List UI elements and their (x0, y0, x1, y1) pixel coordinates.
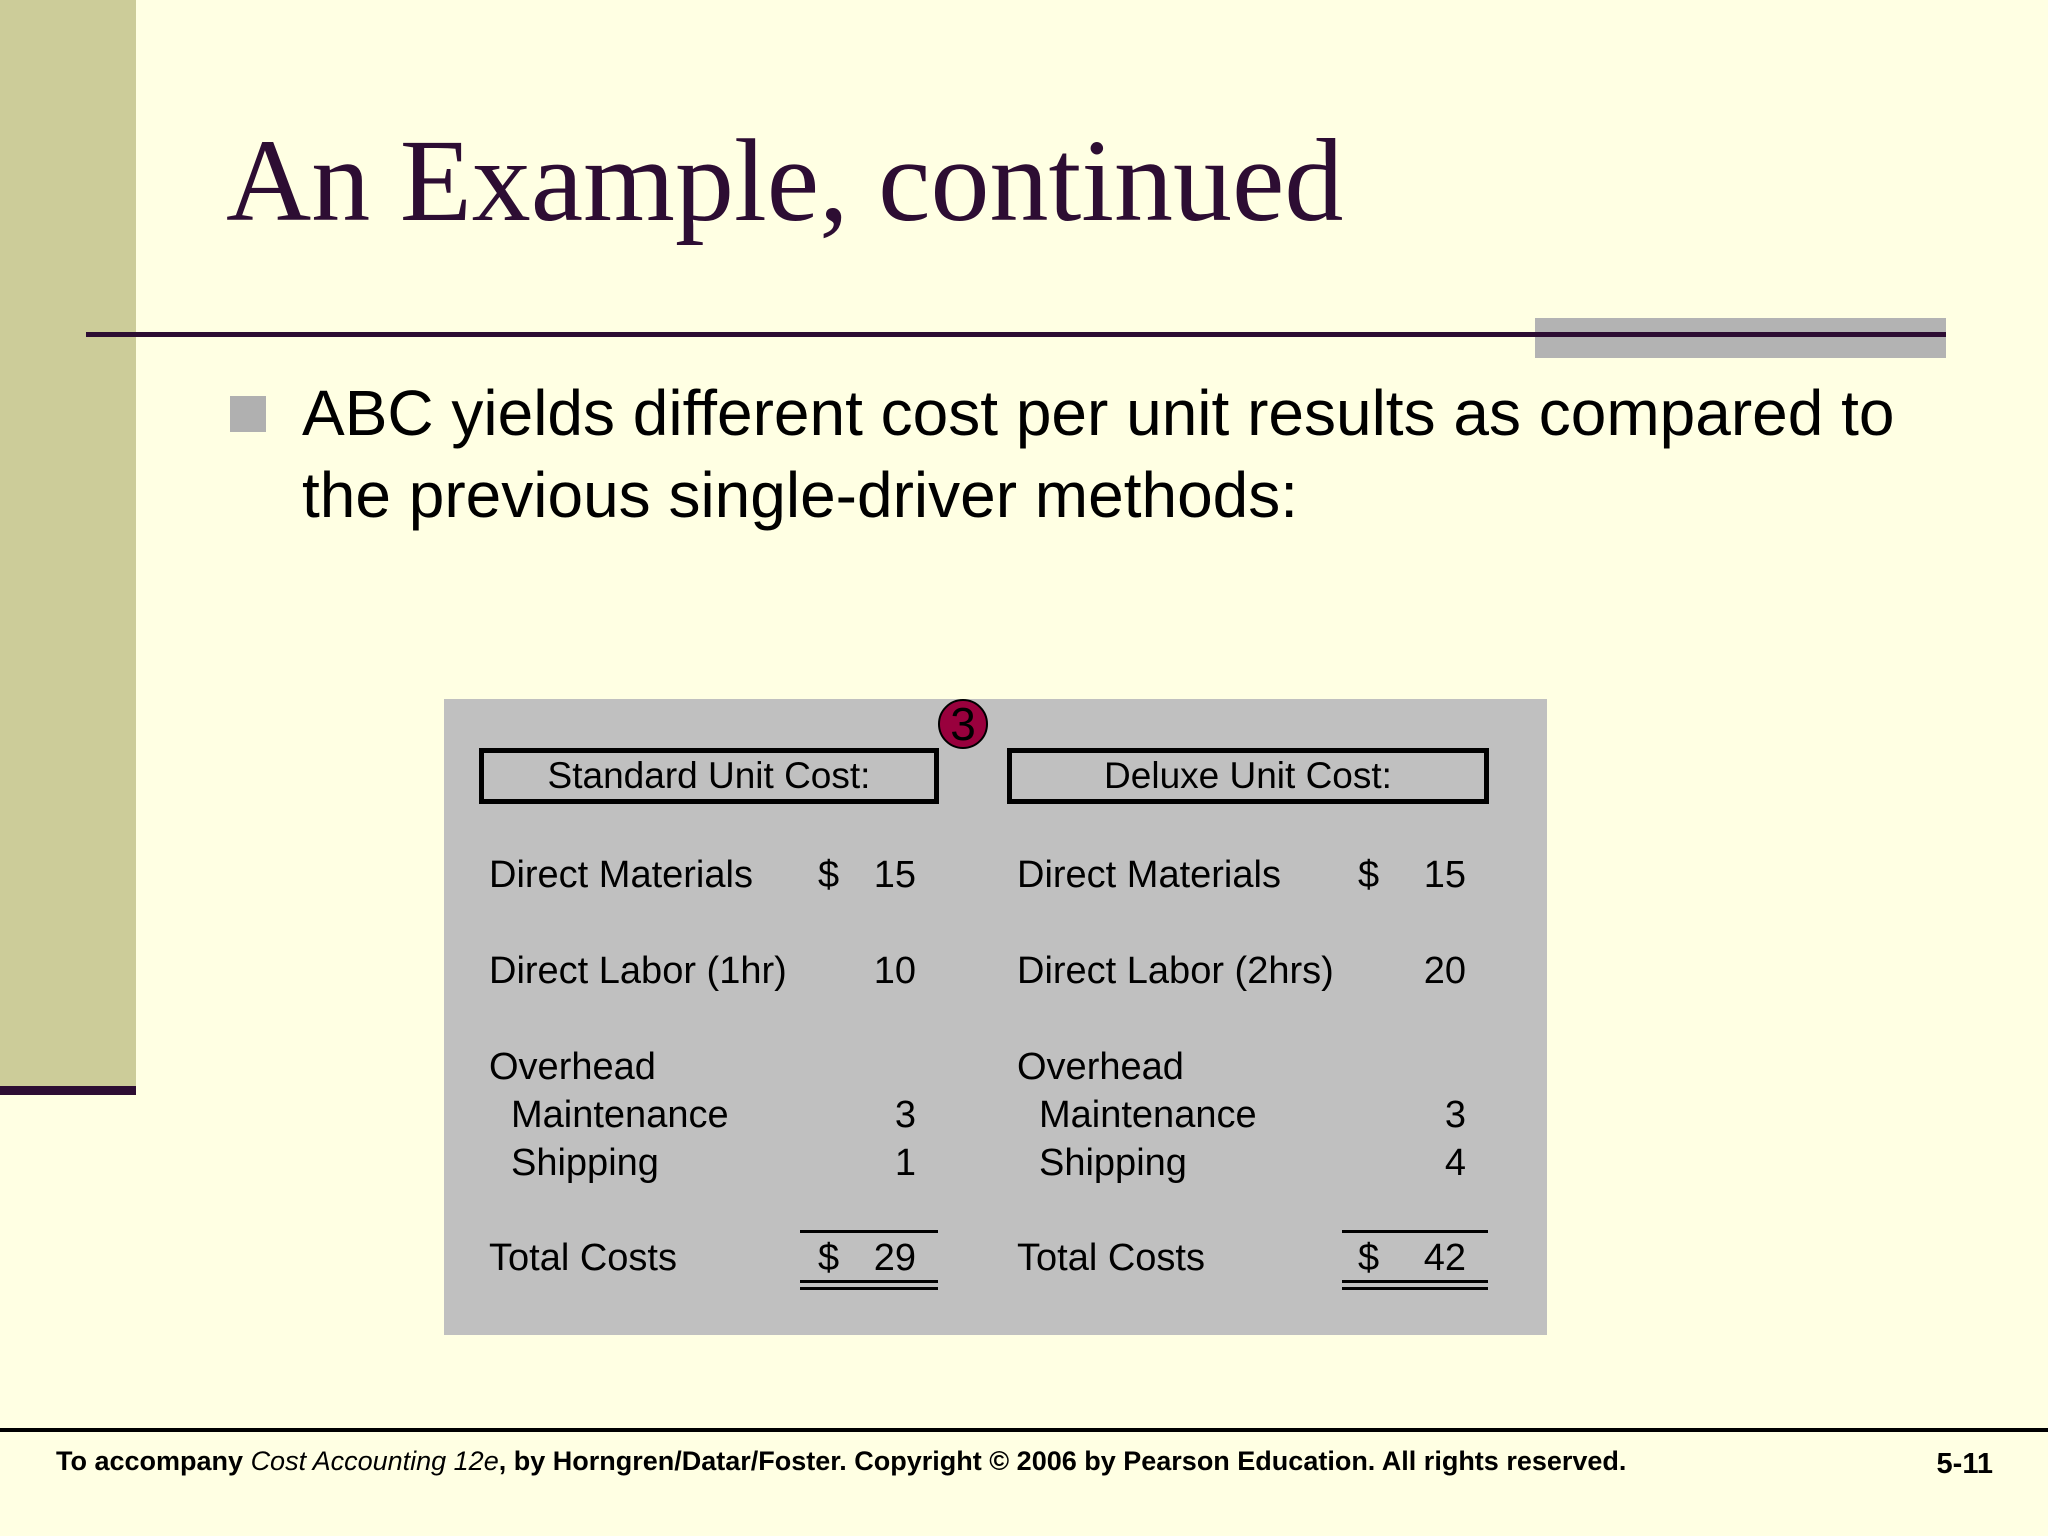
bullet-square-icon (230, 396, 266, 432)
standard-overhead-label: Overhead (489, 1046, 656, 1088)
footer-copyright (56, 1446, 1626, 1477)
deluxe-total-top-rule (1342, 1230, 1488, 1233)
deluxe-dm-value: 15 (1423, 854, 1466, 896)
deluxe-total-double-rule-1 (1342, 1280, 1488, 1283)
deluxe-shipping-value: 4 (1444, 1142, 1466, 1184)
deluxe-total-double-rule-2 (1342, 1287, 1488, 1290)
standard-unit-cost-header: Standard Unit Cost: (479, 748, 939, 804)
step-number-badge: 3 (938, 699, 988, 749)
deluxe-overhead-label: Overhead (1017, 1046, 1184, 1088)
standard-shipping-label: Shipping (511, 1142, 659, 1184)
slide-number: 5-11 (1936, 1448, 1993, 1480)
standard-total-label: Total Costs (489, 1237, 677, 1279)
standard-total-top-rule (800, 1230, 938, 1233)
standard-total-double-rule-2 (800, 1287, 938, 1290)
title-rule-shadow (1535, 318, 1946, 358)
standard-dm-dollar: $ (818, 854, 840, 896)
deluxe-maintenance-value: 3 (1444, 1094, 1466, 1136)
left-accent-bar (0, 0, 136, 1086)
standard-total-value: 29 (873, 1237, 916, 1279)
bullet-text: ABC yields different cost per unit results as compared to the previous single-driver methods: (302, 377, 1895, 531)
standard-shipping-value: 1 (894, 1142, 916, 1184)
standard-maintenance-value: 3 (894, 1094, 916, 1136)
standard-maintenance-label: Maintenance (511, 1094, 729, 1136)
standard-total-double-rule-1 (800, 1280, 938, 1283)
standard-dm-value: 15 (873, 854, 916, 896)
deluxe-total-dollar: $ (1358, 1237, 1380, 1279)
standard-dl-label: Direct Labor (1hr) (489, 950, 787, 992)
standard-dl-value: 10 (873, 950, 916, 992)
deluxe-dl-label: Direct Labor (2hrs) (1017, 950, 1334, 992)
slide-title: An Example, continued (226, 115, 1344, 246)
footer-rule (0, 1428, 2048, 1432)
deluxe-total-value: 42 (1423, 1237, 1466, 1279)
deluxe-shipping-label: Shipping (1039, 1142, 1187, 1184)
title-rule-overlay (1535, 332, 1946, 337)
footer-suffix: , by Horngren/Datar/Foster. Copyright © 2006 by Pearson Education. All rights reserved. (498, 1446, 1627, 1476)
footer-prefix: To accompany (56, 1446, 251, 1476)
standard-total-dollar: $ (818, 1237, 840, 1279)
footer-book-title: Cost Accounting 12e (250, 1446, 499, 1476)
deluxe-maintenance-label: Maintenance (1039, 1094, 1257, 1136)
left-accent-underline (0, 1086, 136, 1095)
deluxe-dm-dollar: $ (1358, 854, 1380, 896)
standard-dm-label: Direct Materials (489, 854, 753, 896)
deluxe-dm-label: Direct Materials (1017, 854, 1281, 896)
deluxe-dl-value: 20 (1423, 950, 1466, 992)
deluxe-unit-cost-header: Deluxe Unit Cost: (1007, 748, 1489, 804)
deluxe-total-label: Total Costs (1017, 1237, 1205, 1279)
